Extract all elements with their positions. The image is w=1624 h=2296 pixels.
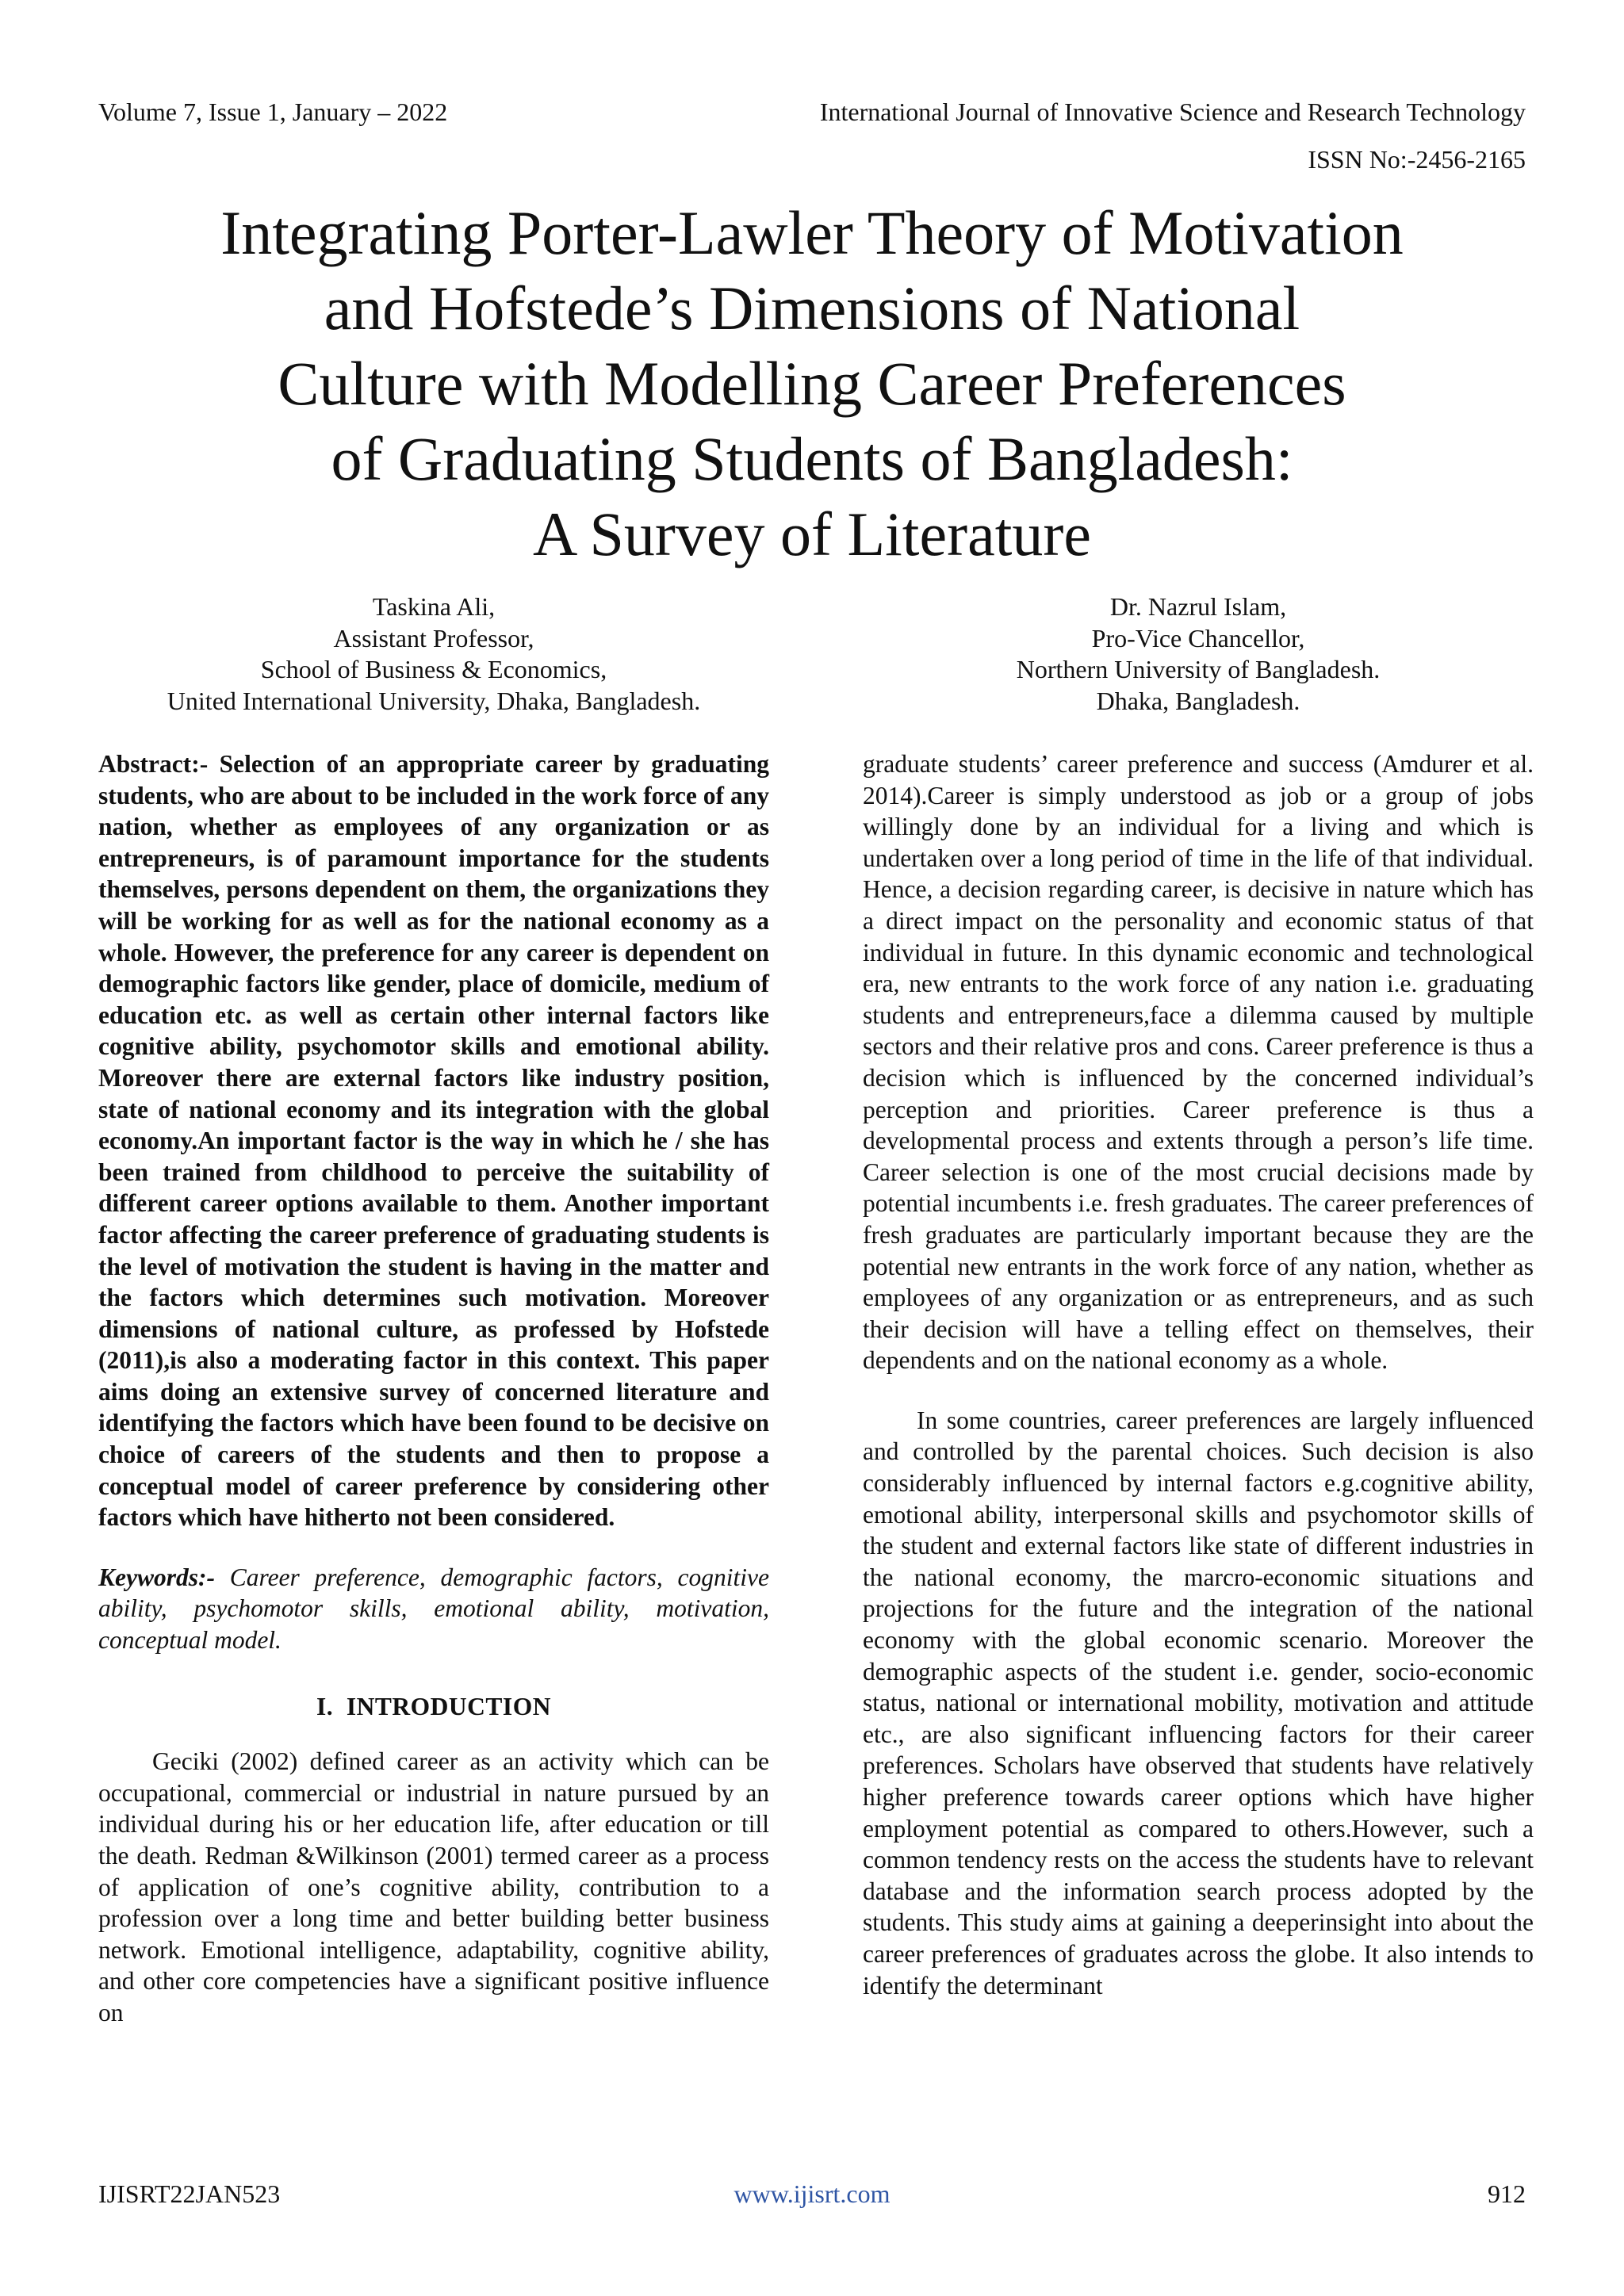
paragraph: Geciki (2002) defined career as an activity which can be occupational, commercial or industrial in nature pursued by an individual during his or her education life, after education or till the death. Redman &Wilkinson (2001) termed career as a process of application of one’s cognitive ability, contribution to a profession over a long time and better building better business network. Emotional intelligence, adaptability, cognitive ability, and other core competencies have a significant positive influence on: [98, 1747, 769, 2026]
author-name: Dr. Nazrul Islam,: [1109, 592, 1287, 621]
keywords-text: Career preference, demographic factors, cognitive ability, psychomotor skills, emotional ability, motivation, conceptual model.: [98, 1563, 769, 1655]
title-line: Culture with Modelling Career Preferences: [278, 349, 1346, 418]
author-block-1: [98, 591, 769, 717]
footer-website-link[interactable]: www.ijisrt.com: [733, 2179, 891, 2208]
running-header-issn: ISSN No:-2456-2165: [1308, 145, 1526, 174]
author-block-2: [863, 591, 1534, 717]
keywords: [98, 1562, 769, 1656]
author-affiliation: United International University, Dhaka, Bangladesh.: [167, 686, 701, 715]
right-column: [863, 748, 1534, 2001]
author-position: Assistant Professor,: [333, 623, 534, 652]
keywords-label: Keywords:-: [98, 1563, 215, 1591]
title-line: of Graduating Students of Bangladesh:: [331, 424, 1293, 493]
title-line: and Hofstede’s Dimensions of National: [324, 274, 1300, 342]
running-header-volume: Volume 7, Issue 1, January – 2022: [98, 98, 448, 126]
left-column: [98, 748, 769, 2029]
footer-page-number: 912: [1488, 2179, 1526, 2208]
author-department: School of Business & Economics,: [260, 655, 607, 683]
abstract-label: Abstract:-: [98, 750, 209, 778]
author-affiliation: Northern University of Bangladesh.: [1016, 655, 1381, 683]
paragraph-continued: graduate students’ career preference and success (Amdurer et al. 2014).Career is simply understood as job or a group of jobs willingly done by an individual for a living and which is undertaken over a long period of time in the life of that individual. Hence, a decision regarding career, is decisive in nature which has a direct impact on the personality and economic status of that individual in future. In this dynamic economic and technological era, new entrants to the work force of any nation i.e. graduating students and entrepreneurs,face a dilemma caused by multiple sectors and their relative pros and cons. Career preference is thus a decision which is influenced by the concerned individual’s perception and priorities. Career preference is thus a developmental process and extents through a person’s life time. Career selection is one of the most crucial decisions made by potential incumbents i.e. fresh graduates. The career preferences of fresh graduates are particularly important because they are the potential new entrants in the work force of any nation, whether as employees of any organization or as entrepreneurs, and as such their decision will have a telling effect on themselves, their dependents and on the national economy as a whole.: [863, 750, 1534, 1375]
paragraph: In some countries, career preferences are largely influenced and controlled by the parental choices. Such decision is also considerably influenced by internal factors e.g.cognitive ability, emotional ability, interpersonal skills and psychomotor skills of the student and external factors like state of different industries in the national economy, the marcro-economic situations and projections for the future and the integration of the national economy with the global economic scenario. Moreover the demographic aspects of the student i.e. gender, socio-economic status, national or international mobility, motivation and attitude etc., are also significant influencing factors for their career preferences. Scholars have observed that students have relatively higher preference towards career options which have higher employment potential as compared to others.However, such a common tendency rests on the access the students have to relevant database and the information search process adopted by the students. This study aims at gaining a deeperinsight into about the career preferences of graduates across the globe. It also intends to identify the determinant: [863, 1406, 1534, 1999]
footer-paper-id: IJISRT22JAN523: [98, 2179, 281, 2208]
author-position: Pro-Vice Chancellor,: [1091, 623, 1305, 652]
title-line: Integrating Porter-Lawler Theory of Motivation: [220, 198, 1404, 267]
author-name: Taskina Ali,: [372, 592, 496, 621]
running-header-journal: International Journal of Innovative Science and Research Technology: [819, 98, 1526, 126]
abstract: [98, 748, 769, 1533]
section-heading-introduction: I. INTRODUCTION: [316, 1692, 551, 1720]
author-location: Dhaka, Bangladesh.: [1096, 686, 1300, 715]
title-line: A Survey of Literature: [533, 499, 1091, 568]
abstract-text: Selection of an appropriate career by graduating students, who are about to be included in the work force of any nation, whether as employees of any organization or as entrepreneurs, is of paramount importance for the students themselves, persons dependent on them, the organizations they will be working for as well as for the national economy as a whole. However, the preference for any career is dependent on demographic factors like gender, place of domicile, medium of education etc. as well as certain other internal factors like cognitive ability, psychomotor skills and emotional ability. Moreover there are external factors like industry position, state of national economy and its integration with the global economy.An important factor is the way in which he / she has been trained from childhood to perceive the suitability of different career options available to them. Another important factor affecting the career preference of graduating students is the level of motivation the student is having in the matter and the factors which determines such motivation. Moreover dimensions of national culture, as professed by Hofstede (2011),is also a moderating factor in this context. This paper aims doing an extensive survey of concerned literature and identifying the factors which have been found to be decisive on choice of careers of the students and then to propose a conceptual model of career preference by considering other factors which have hitherto not been considered.: [98, 750, 769, 1532]
paper-title: [159, 195, 1465, 572]
